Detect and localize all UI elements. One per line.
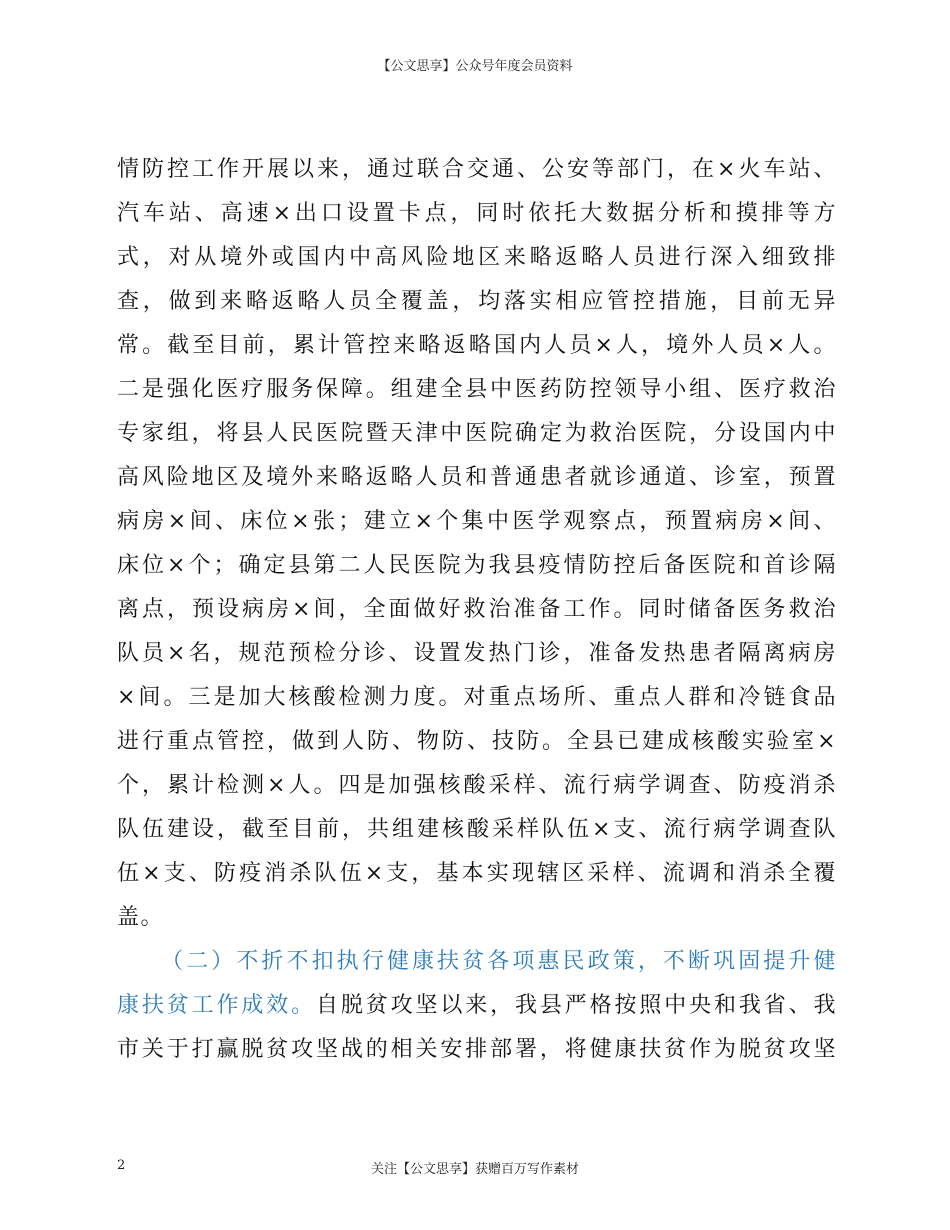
section-body-text: 自脱贫攻坚以来，我县严格按照中央和我省、我	[316, 993, 837, 1018]
text-line: 盖。	[117, 905, 165, 930]
text-line: 离点，预设病房×间，全面做好救治准备工作。同时储备医务救治	[117, 597, 837, 622]
text-line: 队员×名，规范预检分诊、设置发热门诊，准备发热患者隔离病房	[117, 641, 837, 666]
text-line: 情防控工作开展以来，通过联合交通、公安等部门，在×火车站、	[117, 157, 837, 182]
page-number: 2	[117, 1158, 126, 1173]
text-line: 个，累计检测×人。四是加强核酸采样、流行病学调查、防疫消杀	[117, 773, 837, 798]
text-line: 高风险地区及境外来略返略人员和普通患者就诊通道、诊室，预置	[117, 465, 837, 490]
section-line: 市关于打赢脱贫攻坚战的相关安排部署，将健康扶贫作为脱贫攻坚	[117, 1037, 837, 1062]
text-line: 病房×间、床位×张；建立×个集中医学观察点，预置病房×间、	[117, 509, 837, 534]
text-line: 二是强化医疗服务保障。组建全县中医药防控领导小组、医疗救治	[117, 377, 837, 402]
text-line: 常。截至目前，累计管控来略返略国内人员×人，境外人员×人。	[117, 333, 837, 358]
section-heading	[117, 940, 837, 984]
text-line: 式，对从境外或国内中高风险地区来略返略人员进行深入细致排	[117, 245, 837, 270]
text-line: ×间。三是加大核酸检测力度。对重点场所、重点人群和冷链食品	[117, 685, 837, 710]
text-line: 伍×支、防疫消杀队伍×支，基本实现辖区采样、流调和消杀全覆	[117, 861, 837, 886]
text-line: 进行重点管控，做到人防、物防、技防。全县已建成核酸实验室×	[117, 729, 837, 754]
page-header: 【公文思享】公众号年度会员资料	[377, 59, 573, 74]
text-line: 汽车站、高速×出口设置卡点，同时依托大数据分析和摸排等方	[117, 201, 837, 226]
text-line: 床位×个；确定县第二人民医院为我县疫情防控后备医院和首诊隔	[117, 553, 837, 578]
text-line: 专家组，将县人民医院暨天津中医院确定为救治医院，分设国内中	[117, 421, 837, 446]
text-line: 队伍建设，截至目前，共组建核酸采样队伍×支、流行病学调查队	[117, 817, 837, 842]
document-body	[117, 148, 837, 1072]
text-line: 查，做到来略返略人员全覆盖，均落实相应管控措施，目前无异	[117, 289, 837, 314]
footer-text: 关注【公文思享】获赠百万写作素材	[370, 1162, 579, 1177]
section-heading-text: （二）不折不扣执行健康扶贫各项惠民政策，不断巩固提升健	[161, 949, 837, 974]
section-heading-text: 康扶贫工作成效。	[117, 993, 316, 1018]
section-line	[117, 984, 837, 1028]
